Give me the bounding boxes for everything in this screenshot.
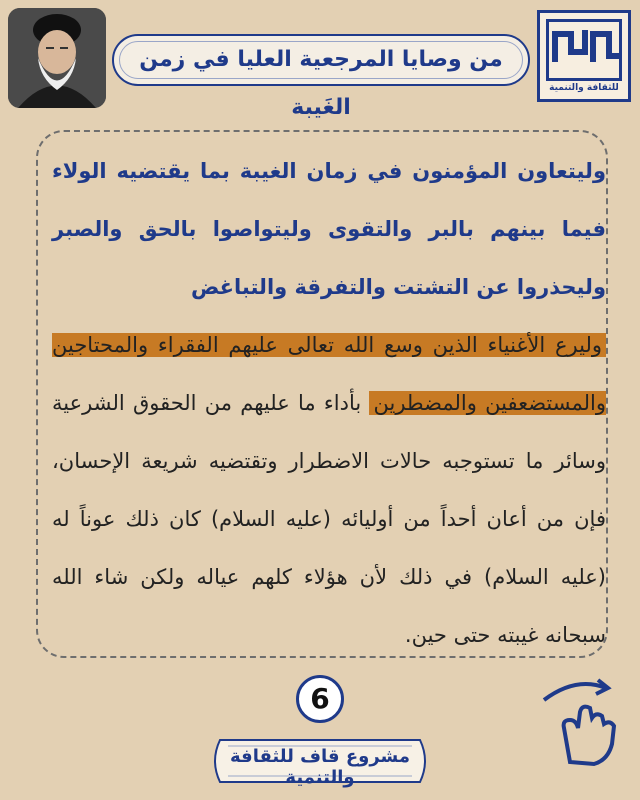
page-number: 6 — [296, 675, 344, 723]
content-text — [52, 142, 606, 664]
logo-mark-icon — [546, 19, 622, 81]
paragraph-2-highlight: وليرع الأغنياء الذين وسع الله تعالى عليهم الفقراء والمحتاجين والمستضعفين والمضطرين — [52, 333, 606, 415]
footer-project-logo — [206, 732, 434, 790]
paragraph-1: وليتعاون المؤمنون في زمان الغيبة بما يقتضيه الولاء فيما بينهم بالبر والتقوى وليتواصوا بالحق والصبر وليحذروا عن التشتت والتفرقة والتباغض — [52, 159, 606, 299]
logo-caption: للثقافة والتنمية — [549, 83, 619, 93]
swipe-hand-icon — [536, 672, 628, 768]
title-banner — [112, 34, 530, 120]
paragraph-2-rest: بأداء ما عليهم من الحقوق الشرعية وسائر ما تستوجبه حالات الاضطرار وتقتضيه شريعة الإحسان، فإن من أعان أحداً من أوليائه (عليه السلام) كان ذلك عوناً له (عليه السلام) في ذلك لأن هؤلاء كلهم عياله ولكن شاء الله سبحانه غيبته حتى حين. — [52, 391, 606, 647]
portrait-photo — [8, 8, 106, 108]
footer-project-name: مشروع قاف للثقافة والتنمية — [230, 746, 410, 788]
page-title: من وصايا المرجعية العليا في زمن الغَيبة — [139, 47, 503, 120]
organization-logo — [537, 10, 631, 102]
